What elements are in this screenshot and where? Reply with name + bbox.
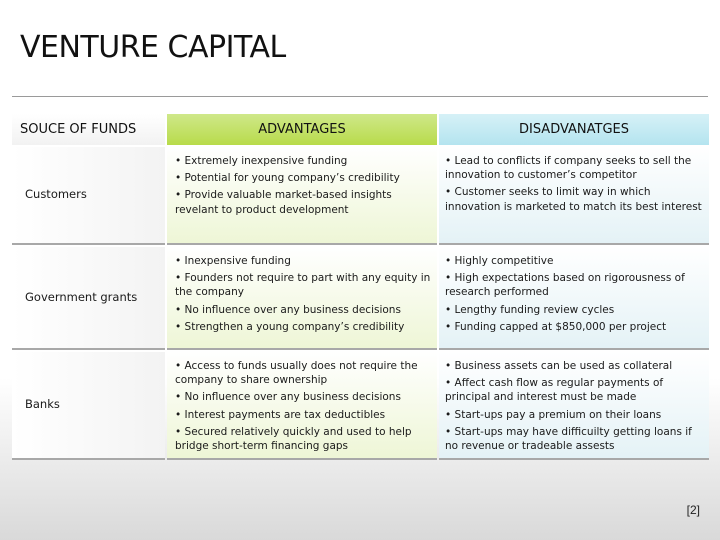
advantage-item: • No influence over any business decisions bbox=[175, 391, 401, 404]
title-divider bbox=[12, 96, 708, 97]
footnote-reference: [2] bbox=[686, 503, 700, 517]
slide-title: VENTURE CAPITAL bbox=[20, 30, 286, 65]
row-advantages-customers bbox=[167, 147, 437, 245]
advantage-item: • Provide valuable market-based insights revelant to product development bbox=[175, 189, 392, 216]
disadvantage-item: • Start-ups pay a premium on their loans bbox=[445, 408, 662, 421]
advantage-item: • Extremely inexpensive funding bbox=[175, 155, 348, 167]
disadvantage-item: • Start-ups may have difficuilty getting loans if no revenue or tradeable assests bbox=[445, 425, 692, 452]
row-disadvantages-customers bbox=[439, 147, 709, 245]
advantage-item: • Strengthen a young company’s credibility bbox=[175, 320, 405, 333]
row-disadvantages-government-grants bbox=[439, 247, 709, 350]
header-source-of-funds: SOUCE OF FUNDS bbox=[12, 114, 165, 145]
disadvantage-item: • Business assets can be used as collateral bbox=[445, 360, 673, 372]
header-disadvantages: DISADVANATGES bbox=[439, 114, 709, 145]
disadvantage-item: • High expectations based on rigorousness of research performed bbox=[445, 272, 685, 299]
row-source-government-grants: Government grants bbox=[12, 247, 165, 350]
row-disadvantages-banks bbox=[439, 352, 709, 460]
advantage-item: • Inexpensive funding bbox=[175, 255, 291, 267]
row-advantages-banks bbox=[167, 352, 437, 460]
advantage-item: • Access to funds usually does not require the company to share ownership bbox=[175, 360, 418, 387]
advantage-item: • Founders not require to part with any equity in the company bbox=[175, 272, 431, 299]
advantage-item: • Interest payments are tax deductibles bbox=[175, 408, 386, 421]
disadvantage-item: • Funding capped at $850,000 per project bbox=[445, 320, 667, 333]
disadvantage-item: • Customer seeks to limit way in which innovation is marketed to match its best interest bbox=[445, 186, 702, 213]
row-advantages-government-grants bbox=[167, 247, 437, 350]
disadvantage-item: • Lead to conflicts if company seeks to sell the innovation to customer’s competitor bbox=[445, 155, 692, 182]
advantage-item: • Potential for young company’s credibility bbox=[175, 172, 400, 185]
disadvantage-item: • Highly competitive bbox=[445, 255, 554, 267]
advantage-item: • No influence over any business decisions bbox=[175, 303, 401, 316]
row-source-banks: Banks bbox=[12, 352, 165, 460]
header-advantages: ADVANTAGES bbox=[167, 114, 437, 145]
disadvantage-item: • Lengthy funding review cycles bbox=[445, 303, 615, 316]
row-source-customers: Customers bbox=[12, 147, 165, 245]
disadvantage-item: • Affect cash flow as regular payments of principal and interest must be made bbox=[445, 377, 664, 404]
advantage-item: • Secured relatively quickly and used to help bridge short-term financing gaps bbox=[175, 425, 412, 452]
